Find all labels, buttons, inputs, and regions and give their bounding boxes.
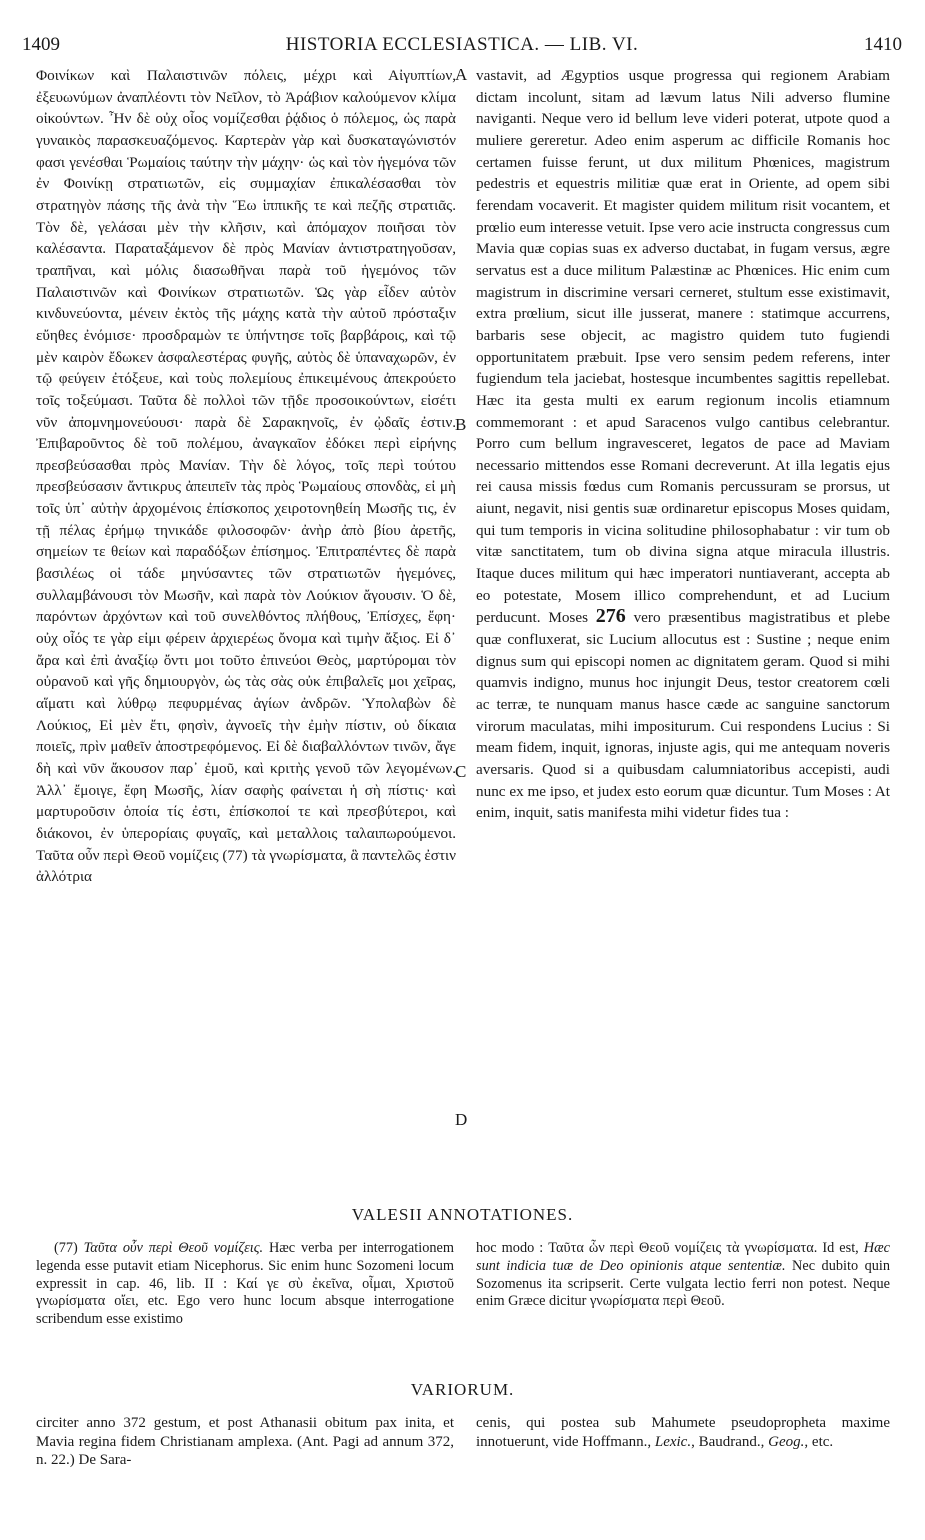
margin-marker-b: B <box>455 415 467 434</box>
running-title: HISTORIA ECCLESIASTICA. — LIB. VI. <box>285 34 639 55</box>
variorum-title: VARIORUM. <box>410 1380 515 1399</box>
latin-text-part1: vastavit, ad Ægyptios usque progressa qui regionem Arabiam dictam incolunt, sitam ad lævum latus Nili adverso flumine naviganti. Neque vero id bellum leve videri poterat, utpote quod a muliere gereretur. Adeo enim asperum ac difficile Romanis hoc certamen fuisse ferunt, ut dux militum Phœnices, magistrum pedestris et equestris militiæ quæ erat in Oriente, ad opem sibi ferendam vocaverit. Et magister quidem militum risit vocantem, et prœlio eum interesse vetuit. Ipse vero acie instructa congressus cum Mavia quæ copias suas ex adverso ductabat, in fugam versus, ægre servatus est a duce militum Palæstinæ ac Phœnices. Hic enim cum magistrum in discrimine versari cerneret, stultum esse existimavit, extra prœlium, sicut ille jusserat, manere : statimque accurrens, barbaris sese objecit, ac magistro quidem tuto fugiendi opportunitatem præbuit. Ipse vero sensim pedem referens, inter fugiendum tela jaciebat, hostesque incumbentes sagittis repellebat. Hæc ita gesta multi ex earum regionum incolis etiamnum commemorant : et apud Saracenos vulgo cantibus celebrantur. Porro cum bellum ingravesceret, legatos de pace ad Maviam necessario mittendos esse Romani decreverunt. At illa legatis ejus rei causa missis fœdus cum Romanis percussuram se prorsus, ut aiunt, negavit, nisi gentis suæ ordinaretur episcopus Moses quidam, qui tum temporis in vicina solitudine philosophabatur : vir tum ob vitæ sanctitatem, tum ob divina signa atque miracula illustris. Itaque duces militum qui hæc imperatori nuntiaverant, accepta ab eo potestate, Mosem illico comprehendunt, et ad Lucium perducunt. Moses <box>476 67 890 627</box>
annotation-left-text: Hæc verba per interrogationem legenda esse putavit etiam Nicephorus. Sic enim hunc Sozomeni locum expressit in cap. 46, lib. II : Καί γε σὺ ἐκεῖνα, οἶμαι, Χριστοῦ γνωρίσματα οἴει, etc. Ego vero hunc locum absque interrogatione scribendum esse existimo <box>36 1240 454 1328</box>
margin-marker-a: A <box>455 65 468 84</box>
variorum-ref-geog: Geog. <box>768 1433 805 1450</box>
annotation-lemma: Ταῦτα οὖν περὶ Θεοῦ νομίζεις. <box>83 1240 264 1256</box>
page-number-right: 1410 <box>864 34 902 55</box>
annotation-number: (77) <box>54 1240 84 1256</box>
margin-marker-d: D <box>455 1110 468 1129</box>
annotations-title: VALESII ANNOTATIONES. <box>351 1205 574 1224</box>
page-header <box>22 34 902 60</box>
annotation-right-text-a: hoc modo : Ταῦτα ὧν περὶ Θεοῦ νομίζεις τὰ γνωρίσματα. Id est, <box>476 1240 864 1256</box>
variorum-right-text-b: , Baudrand., <box>691 1433 769 1450</box>
variorum-ref-lexic: Lexic. <box>654 1433 692 1450</box>
variorum-right <box>476 1414 890 1451</box>
variorum-left <box>36 1414 454 1470</box>
latin-text <box>476 65 890 824</box>
margin-marker-c: C <box>455 762 467 781</box>
latin-column <box>476 65 890 824</box>
annotation-right-text-b: Nec dubito quin Sozomenus ita scripserit. Certe vulgata lectio ferri non potest. Neque enim Græce dicitur γνωρίσματα περὶ Θεοῦ. <box>476 1257 891 1310</box>
edition-page-number: 276 <box>595 605 626 628</box>
annotation-right <box>476 1240 890 1311</box>
variorum-right-text-c: , etc. <box>804 1433 834 1450</box>
greek-text: Φοινίκων καὶ Παλαιστινῶν πόλεις, μέχρι καὶ Αἰγυπτίων, ἐξευωνύμων ἀναπλέοντι τὸν Νεῖλον, τὸ Ἀράβιον καλούμενον κλίμα οἰκούντων. Ἦν δὲ οὐχ οἷος νομίζεσθαι ῥᾴδιος ὁ πόλεμος, ὡς παρὰ γυναικὸς παρασκευαζόμενος. Καρτερὰν γὰρ καὶ δυσκαταγώνιστόν φασι γενέσθαι Ῥωμαίοις ταύτην τὴν μάχην· ὡς καὶ τὸν ἡγεμόνα τῶν ἐν Φοινίκῃ στρατιωτῶν, εἰς συμμαχίαν ἐπικαλέσασθαι τὸν στρατηγὸν πάσης τῆς ἀνὰ τὴν Ἕω ἱππικῆς τε καὶ πεζῆς στρατιᾶς. Τὸν δὲ, γελάσαι μὲν τὴν κλῆσιν, καὶ ἀπόμαχον ποιῆσαι τὸν καλέσαντα. Παραταξάμενον δὲ πρὸς Μανίαν ἀντιστρατηγοῦσαν, τραπῆναι, καὶ μόλις διασωθῆναι παρὰ τοῦ ἡγεμόνος τῶν Παλαιστινῶν καὶ Φοινίκων στρατιωτῶν. Ὡς γὰρ εἶδεν αὐτὸν κινδυνεύοντα, μένειν ἐκτὸς τῆς μάχης κατὰ τὴν αὐτοῦ πρόσταξιν εὔηθες ἐνόμισε· προσδραμὼν τε ὑπήντησε τοῖς βαρβάροις, καὶ τῷ μὲν καιρὸν ἔδωκεν ἀσφαλεστέρας φυγῆς, αὐτὸς δὲ ὑπαναχωρῶν, ἐν τῷ φεύγειν ἐτόξευε, καὶ τοὺς πολεμίους ἐπικειμένους ἀπεκρούετο τοῖς τοξεύμασι. Ταῦτα δὲ πολλοὶ τῶν τῇδε προσοικούντων, εἰσέτι νῦν ἀπομνημονεύουσι· παρὰ δὲ Σαρακηνοῖς, ἐν ᾠδαῖς ἐστιν. Ἐπιβαροῦντος δὲ τοῦ πολέμου, ἀναγκαῖον ἐδόκει περὶ εἰρήνης πρεσβεύσασθαι πρὸς Μανίαν. Τὴν δὲ λόγος, τοῖς περὶ τούτου πρεσβεύσασιν ἄντικρυς ἀπειπεῖν τὰς πρὸς Ῥωμαίους σπονδὰς, εἰ μὴ τοῖς ὑπ᾽ αὐτὴν ἀρχομένοις ἐπίσκοπος χειροτονηθείη Μωσῆς τις, ἐν τῇ πέλας ἐρήμῳ τηνικάδε φιλοσοφῶν· ἀνὴρ ἀπὸ βίου ἀρετῆς, σημείων τε θείων καὶ παραδόξων ἐπίσημος. Ἐπιτραπέντες δὲ παρὰ βασιλέως οἱ τάδε μηνύσαντες τῶν στρατιωτῶν ἡγεμόνες, συλλαμβάνουσι τὸν Μωσῆν, καὶ παρὰ τὸν Λούκιον ἄγουσιν. Ὁ δὲ, παρόντων ἀρχόντων καὶ τοῦ συνελθόντος πλήθους, Ἐπίσχες, ἔφη· οὐχ οἷός τε γὰρ εἰμι φέρειν ἀρχιερέως ὄνομα καὶ τιμὴν ἄξιος. Εἰ δ᾽ ἄρα καὶ ἐπὶ ἀναξίῳ ὄντι μοι τοῦτο ἐπινεύοι Θεὸς, μαρτύρομαι τὸν οὐρανοῦ καὶ γῆς δημιουργὸν, ὡς τὰς σὰς οὐκ ἐπιβαλεῖς μοι χεῖρας, αἵματι καὶ λύθρῳ πεφυρμένας ἁγίων ἀνδρῶν. Ὑπολαβὼν δὲ Λούκιος, Εἰ μὲν ἔτι, φησὶν, ἀγνοεῖς τὴν ἐμὴν πίστιν, οὐ δίκαια ποιεῖς, πρὶν μαθεῖν ἀποστρεφόμενος. Εἰ δὲ διαβαλλόντων τινῶν, ἄγε δὴ καὶ νῦν ἄκουσον παρ᾽ ἐμοῦ, καὶ κριτὴς γενοῦ τῶν λεγομένων. Ἀλλ᾽ ἔμοιγε, ἔφη Μωσῆς, λίαν σαφὴς φαίνεται ἡ σὴ πίστις· καὶ μαρτυροῦσιν ὁποία τίς ἐστι, ἐπίσκοποί τε καὶ πρεσβύτεροι, καὶ διάκονοι, ἐν ὑπερορίαις φυγαῖς, καὶ μεταλλοις ταλαιπωρούμενοι. Ταῦτα οὖν περὶ Θεοῦ νομίζεις (77) τὰ γνωρίσματα, ἃ παντελῶς ἐστιν ἀλλότρια <box>36 67 457 886</box>
annotation-right-italic: Hæc sunt indicia tuæ de Deo opinionis atque sententiæ. <box>476 1240 890 1274</box>
variorum-right-text-a: cenis, qui postea sub Mahumete pseudopropheta maxime innotuerunt, vide Hoffmann., <box>476 1415 890 1450</box>
annotation-left <box>36 1240 454 1329</box>
page-number-left: 1409 <box>22 34 60 55</box>
variorum-left-text: circiter anno 372 gestum, et post Athanasii obitum pax inita, et Mavia regina fidem Christianam amplexa. (Ant. Pagi ad annum 372, n. 22.) De Sara- <box>36 1415 454 1468</box>
latin-text-part2: vero præsentibus magistratibus et plebe quæ confluxerat, sic Lucium allocutus est : Sustine ; neque enim dignus sum qui episcopi nomen ac dignitatem geram. Quod si mihi quamvis indigno, munus hoc injungit Deus, testor creatorem cœli ac terræ, te nunquam manus hasce cæde ac sanguine sanctorum virorum maculatas, mihi impositurum. Cui respondens Lucius : Si meam fidem, inquit, ignoras, injuste agis, qui me antequam noveris aversaris. Quod si a quibusdam calumniatoribus accepisti, audi nunc ex me ipso, et judex esto eorum quæ dicuntur. Tum Moses : At enim, inquit, satis manifesta mihi videtur fides tua : <box>476 609 890 822</box>
greek-column <box>36 65 456 888</box>
